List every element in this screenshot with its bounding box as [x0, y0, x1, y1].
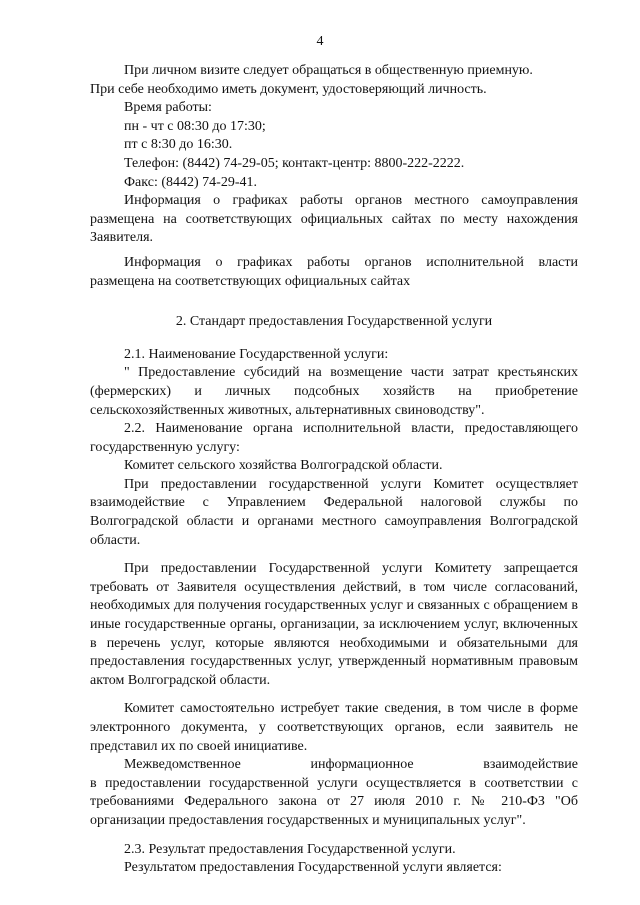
line-fax: Факс: (8442) 74-29-41. — [124, 174, 257, 190]
paragraph-interaction: При предоставлении государственной услуги Комитет осуществляет взаимодействие с Управлением Федеральной налоговой службы по Волгоградской области и органами местного самоуправления Волгоградской области. — [90, 476, 578, 548]
line-phone: Телефон: (8442) 74-29-05; контакт-центр: 8800-222-2222. — [124, 155, 465, 171]
paragraph-exec-info: Информация о графиках работы органов исполнительной власти размещена на соответствующих официальных сайтах — [90, 254, 578, 289]
paragraph-service-name: " Предоставление субсидий на возмещение части затрат крестьянских (фермерских) и личных подсобных хозяйств на приобретение сельскохозяйственных животных, альтернативных свиноводству". — [90, 365, 578, 418]
line-work-time: Время работы: — [124, 100, 212, 116]
page-number: 4 — [316, 34, 324, 49]
paragraph-local-info: Информация о графиках работы органов местного самоуправления размещена на соответствующих официальных сайтах по месту нахождения Заявителя. — [90, 193, 578, 246]
paragraph-self-request: Комитет самостоятельно истребует такие сведения, в том числе в форме электронного документа, у соответствующих органов, если заявитель не представил их по своей инициативе. — [90, 701, 578, 754]
word-vzaim: взаимодействие — [483, 757, 578, 773]
line-document: При себе необходимо иметь документ, удостоверяющий личность. — [90, 81, 487, 97]
line-fri: пт с 8:30 до 16:30. — [124, 137, 233, 153]
paragraph-law: в предоставлении государственной услуги осуществляется в соответствии с требованиями Федерального закона от 27 июля 2010 г. № 210-ФЗ "Об организации предоставления государственных и муниципальных услуг". — [90, 775, 578, 828]
section-heading: 2. Стандарт предоставления Государственной услуги — [175, 314, 493, 330]
line-visit: При личном визите следует обращаться в общественную приемную. — [124, 63, 533, 78]
word-inform: информационное — [310, 757, 414, 773]
paragraph-2-1: 2.1. Наименование Государственной услуги: — [124, 346, 389, 362]
interdepartmental-line — [90, 756, 578, 775]
paragraph-result: Результатом предоставления Государственной услуги является: — [124, 860, 502, 876]
paragraph-committee: Комитет сельского хозяйства Волгоградской области. — [124, 458, 443, 474]
document-body — [90, 62, 578, 878]
paragraph-2-3: 2.3. Результат предоставления Государственной услуги. — [124, 841, 456, 857]
line-mon-thu: пн - чт с 08:30 до 17:30; — [124, 118, 266, 134]
paragraph-2-2: 2.2. Наименование органа исполнительной власти, предоставляющего государственную услугу: — [90, 421, 578, 455]
paragraph-prohibition: При предоставлении Государственной услуги Комитету запрещается требовать от Заявителя осуществления действий, в том числе согласований, необходимых для получения государственных услуг и связанных с обращением в иные государственные органы, организации, за исключением услуг, включенных в перечень услуг, которые являются необходимыми и обязательными для предоставления государственных услуг, утвержденный нормативным правовым актом Волгоградской области. — [90, 561, 578, 688]
word-mezhved: Межведомственное — [124, 757, 241, 773]
